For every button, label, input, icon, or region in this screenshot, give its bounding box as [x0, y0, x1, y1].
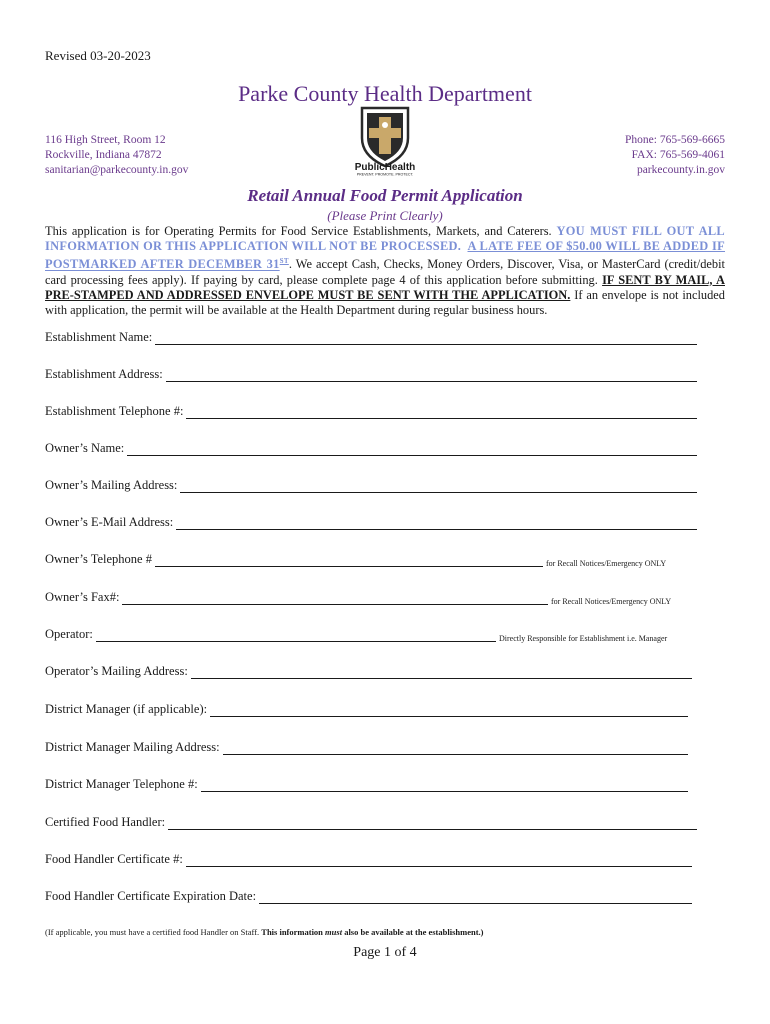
website-link[interactable]: parkecounty.in.gov: [636, 164, 725, 176]
field-label: District Manager Telephone #:: [45, 777, 198, 791]
field-label: Establishment Address:: [45, 367, 163, 381]
field-label: District Manager Mailing Address:: [45, 740, 220, 754]
field-input-line[interactable]: [155, 335, 697, 345]
mail-warning: IF SENT BY MAIL, A PRE-STAMPED AND ADDRESSED ENVELOPE MUST BE SENT WITH THE APPLICATION.: [45, 272, 725, 302]
late-fee-warning: A LATE FEE OF $50.00 WILL BE ADDED IF POSTMARKED AFTER DECEMBER 31: [45, 239, 726, 272]
field-input-line[interactable]: [122, 595, 548, 605]
field-input-line[interactable]: [155, 557, 543, 567]
page-number: Page 1 of 4: [353, 945, 417, 960]
field-label: Food Handler Certificate #:: [45, 852, 183, 866]
intro-text: This application is for Operating Permits for Food Service Establishments, Markets, and Caterers.: [45, 224, 557, 238]
footnote-emphasis: must: [325, 927, 343, 937]
field-input-line[interactable]: [127, 446, 697, 456]
field-input-line[interactable]: [210, 707, 688, 717]
field-label: Establishment Name:: [45, 330, 153, 344]
field-label: Food Handler Certificate Expiration Date:: [45, 889, 257, 903]
field-input-line[interactable]: [168, 820, 697, 830]
form-field-row: [45, 478, 697, 493]
logo-text: PublicHealth: [354, 162, 416, 173]
footnote-text: This information: [261, 927, 326, 937]
form-field-row: [45, 852, 692, 867]
field-note: for Recall Notices/Emergency ONLY: [551, 597, 672, 606]
field-label: Owner’s E-Mail Address:: [45, 515, 174, 529]
public-health-logo: [340, 104, 430, 176]
field-label: Owner’s Fax#:: [45, 590, 120, 604]
field-input-line[interactable]: [186, 857, 692, 867]
form-field-row: [45, 777, 688, 792]
form-field-row: [45, 404, 697, 419]
form-field-row: [45, 590, 671, 605]
form-field-row: [45, 889, 692, 904]
form-field-row: [45, 815, 697, 830]
required-warning: YOU MUST FILL OUT ALL INFORMATION OR THIS APPLICATION WILL NOT BE PROCESSED.: [45, 224, 725, 254]
department-contact: [625, 133, 725, 178]
field-input-line[interactable]: [201, 782, 688, 792]
revised-date: Revised 03-20-2023: [45, 48, 151, 63]
field-note: for Recall Notices/Emergency ONLY: [546, 559, 667, 568]
form-field-row: [45, 702, 688, 717]
field-input-line[interactable]: [259, 894, 692, 904]
form-field-row: [45, 664, 692, 679]
envelope-text: If an envelope is not included with application, the permit will be available at the Health Department during regular business hours.: [45, 287, 725, 318]
field-input-line[interactable]: [96, 632, 496, 642]
field-input-line[interactable]: [166, 372, 697, 382]
department-address: [45, 133, 188, 178]
address-line: Rockville, Indiana 47872: [45, 149, 162, 161]
address-line: 116 High Street, Room 12: [45, 134, 166, 146]
form-field-row: [45, 552, 666, 567]
intro-paragraph: [45, 224, 725, 318]
field-input-line[interactable]: [176, 520, 697, 530]
form-field-row: [45, 740, 688, 755]
field-input-line[interactable]: [186, 409, 697, 419]
department-title: Parke County Health Department: [238, 81, 532, 106]
print-instruction: (Please Print Clearly): [327, 208, 443, 223]
form-title: Retail Annual Food Permit Application: [247, 186, 523, 205]
logo-tagline: PREVENT. PROMOTE. PROTECT.: [356, 172, 414, 176]
phone-number: Phone: 765-569-6665: [625, 134, 725, 146]
form-field-row: [45, 441, 697, 456]
field-input-line[interactable]: [180, 483, 697, 493]
field-label: Certified Food Handler:: [45, 815, 166, 829]
fax-number: FAX: 765-569-4061: [631, 149, 725, 161]
late-fee-superscript: ST: [279, 257, 289, 266]
form-field-row: [45, 367, 697, 382]
field-label: Establishment Telephone #:: [45, 404, 184, 418]
form-field-row: [45, 627, 667, 642]
field-label: Owner’s Telephone #: [45, 552, 152, 566]
footnote-text: also be available at the establishment.): [342, 927, 484, 937]
field-label: Operator’s Mailing Address:: [45, 664, 188, 678]
field-label: Operator:: [45, 627, 93, 641]
field-input-line[interactable]: [191, 669, 692, 679]
footnote: [45, 927, 484, 937]
footnote-text: (If applicable, you must have a certified food Handler on Staff.: [45, 927, 262, 937]
field-input-line[interactable]: [223, 745, 688, 755]
field-label: Owner’s Mailing Address:: [45, 478, 178, 492]
field-label: District Manager (if applicable):: [45, 702, 208, 716]
payment-text: . We accept Cash, Checks, Money Orders, Discover, Visa, or MasterCard (credit/debit card processing fees apply). If paying by card, please complete page 4 of this application before submitting.: [45, 257, 725, 287]
form-field-row: [45, 330, 697, 345]
form-field-row: [45, 515, 697, 530]
field-note: Directly Responsible for Establishment i.e. Manager: [499, 634, 668, 643]
field-label: Owner’s Name:: [45, 441, 125, 455]
email-link[interactable]: sanitarian@parkecounty.in.gov: [45, 164, 189, 176]
